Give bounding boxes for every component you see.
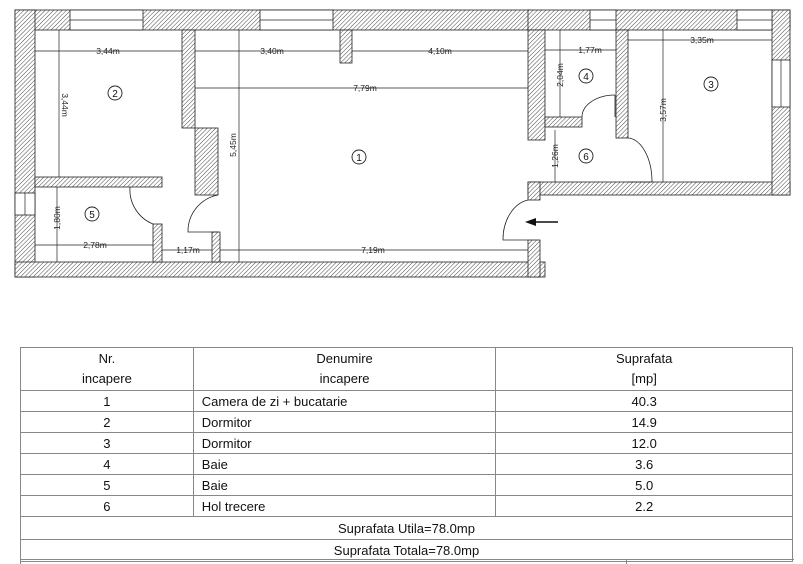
room-number-5: 5: [89, 210, 95, 221]
table-row: 1 Camera de zi + bucatarie 40.3: [21, 391, 793, 412]
dim-room4-height: 2,04m: [555, 63, 565, 87]
table-row: 4 Baie 3.6: [21, 454, 793, 475]
dim-room3-width: 3,35m: [690, 35, 714, 45]
dim-room1-top-right: 4,10m: [428, 46, 452, 56]
total-area-row: Suprafata Totala=78.0mp: [21, 540, 793, 562]
walls: [15, 10, 790, 277]
header-nr: Nr. incapere: [21, 348, 194, 391]
table-row: 3 Dormitor 12.0: [21, 433, 793, 454]
dim-room5-width: 2,78m: [83, 240, 107, 250]
dim-room4-width: 1,77m: [578, 45, 602, 55]
dim-room1-bottom: 7,19m: [361, 245, 385, 255]
dim-room2-width: 3,44m: [96, 46, 120, 56]
dim-room1-width: 7,79m: [353, 83, 377, 93]
table-header: [21, 348, 793, 391]
room-number-6: 6: [583, 152, 589, 163]
room-number-3: 3: [708, 80, 714, 91]
dim-room1-height: 5,45m: [228, 133, 238, 157]
header-area: Suprafata [mp]: [496, 348, 793, 391]
table-row: 5 Baie 5.0: [21, 475, 793, 496]
table-row: 6 Hol trecere 2.2: [21, 496, 793, 517]
room-number-4: 4: [583, 72, 589, 83]
header-name: Denumire incapere: [193, 348, 496, 391]
entrance-arrow-icon: [525, 218, 558, 226]
table-row: 2 Dormitor 14.9: [21, 412, 793, 433]
table-divider: [626, 560, 627, 564]
dim-room5-height: 1,80m: [52, 206, 62, 230]
table-bottom-edge: [20, 559, 794, 564]
room-number-1: 1: [356, 153, 362, 164]
total-useful-row: Suprafata Utila=78.0mp: [21, 517, 793, 540]
dim-room1-top-left: 3,40m: [260, 46, 284, 56]
dimension-lines: [35, 30, 772, 262]
dim-room2-height: 3,44m: [60, 93, 70, 117]
room-area-table: [20, 347, 793, 562]
dimension-labels: [52, 35, 714, 255]
room-number-2: 2: [112, 89, 118, 100]
dim-corridor-width: 1,17m: [176, 245, 200, 255]
dim-room6-height: 1,26m: [550, 144, 560, 168]
dim-room3-height: 3,57m: [658, 98, 668, 122]
